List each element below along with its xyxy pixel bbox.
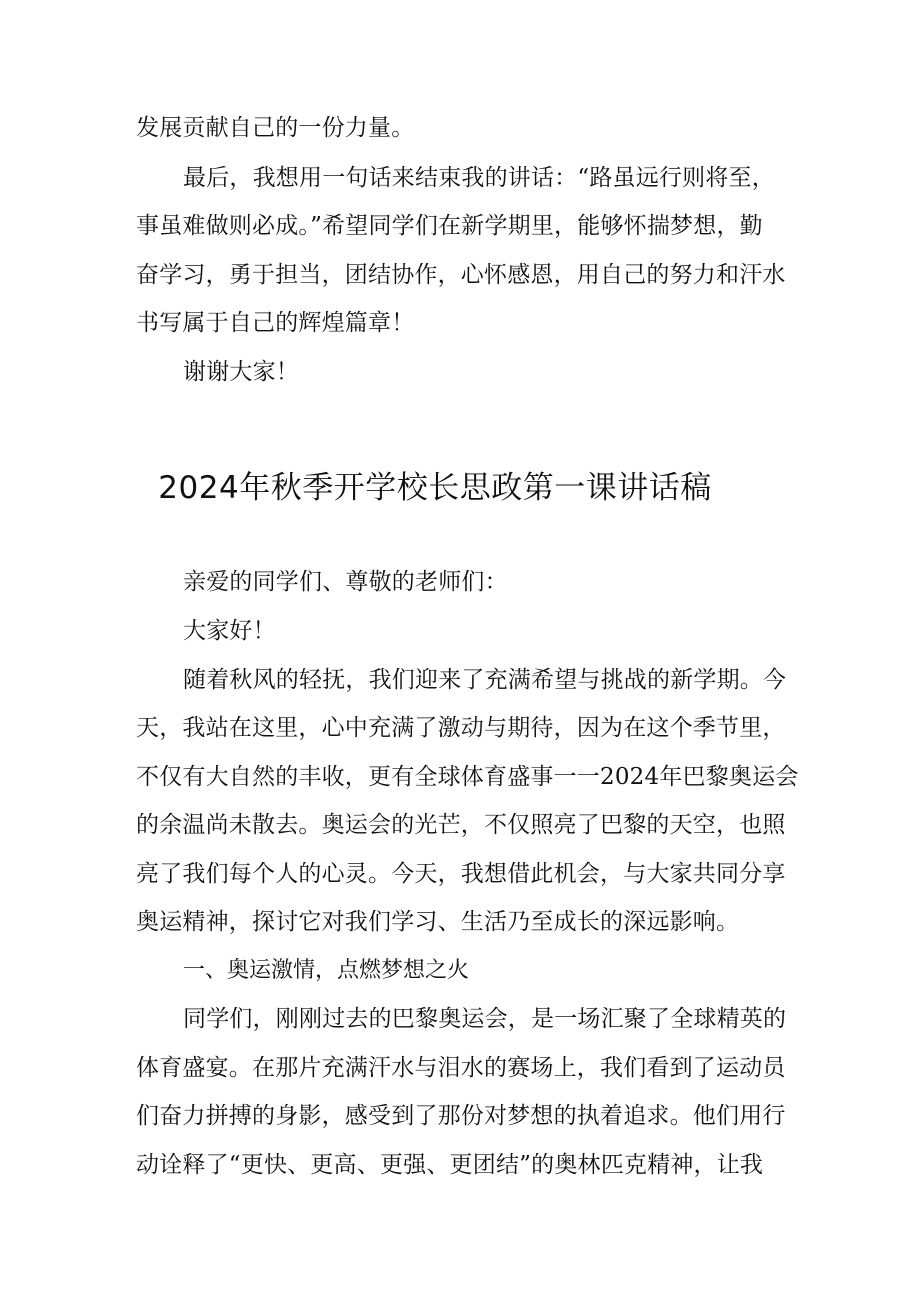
paragraph-line: 们奋力拼搏的身影，感受到了那份对梦想的执着追求。他们用行 bbox=[136, 1103, 786, 1129]
greeting: 大家好！ bbox=[183, 618, 276, 644]
closing-thanks: 谢谢大家！ bbox=[183, 359, 299, 385]
paragraph-line: 奋学习，勇于担当，团结协作，心怀感恩，用自己的努力和汗水 bbox=[136, 262, 786, 288]
paragraph-line: 动诠释了“更快、更高、更强、更团结”的奥林匹克精神，让我 bbox=[136, 1152, 764, 1178]
paragraph-line: 书写属于自己的辉煌篇章！ bbox=[136, 310, 415, 336]
paragraph-line: 的余温尚未散去。奥运会的光芒，不仅照亮了巴黎的天空，也照 bbox=[136, 812, 786, 838]
paragraph-line: 不仅有大自然的丰收，更有全球体育盛事一一2024年巴黎奥运会 bbox=[136, 764, 799, 790]
paragraph-line: 最后，我想用一句话来结束我的讲话：“路虽远行则将至， bbox=[183, 165, 775, 191]
paragraph-line: 随着秋风的轻抚，我们迎来了充满希望与挑战的新学期。今 bbox=[183, 667, 787, 693]
paragraph-line: 发展贡献自己的一份力量。 bbox=[136, 115, 415, 141]
salutation: 亲爱的同学们、尊敬的老师们： bbox=[183, 569, 508, 595]
paragraph-line: 同学们，刚刚过去的巴黎奥运会，是一场汇聚了全球精英的 bbox=[183, 1006, 787, 1032]
paragraph-line: 事虽难做则必成。”希望同学们在新学期里，能够怀揣梦想，勤 bbox=[136, 213, 763, 239]
paragraph-line: 体育盛宴。在那片充满汗水与泪水的赛场上，我们看到了运动员 bbox=[136, 1055, 786, 1081]
document-title: 2024年秋季开学校长思政第一课讲话稿 bbox=[158, 470, 712, 506]
paragraph-line: 亮了我们每个人的心灵。今天，我想借此机会，与大家共同分享 bbox=[136, 861, 786, 887]
paragraph-line: 奥运精神，探讨它对我们学习、生活乃至成长的深远影响。 bbox=[136, 909, 740, 935]
section-heading: 一、奥运激情，点燃梦想之火 bbox=[183, 958, 470, 983]
paragraph-line: 天，我站在这里，心中充满了激动与期待，因为在这个季节里， bbox=[136, 715, 786, 741]
